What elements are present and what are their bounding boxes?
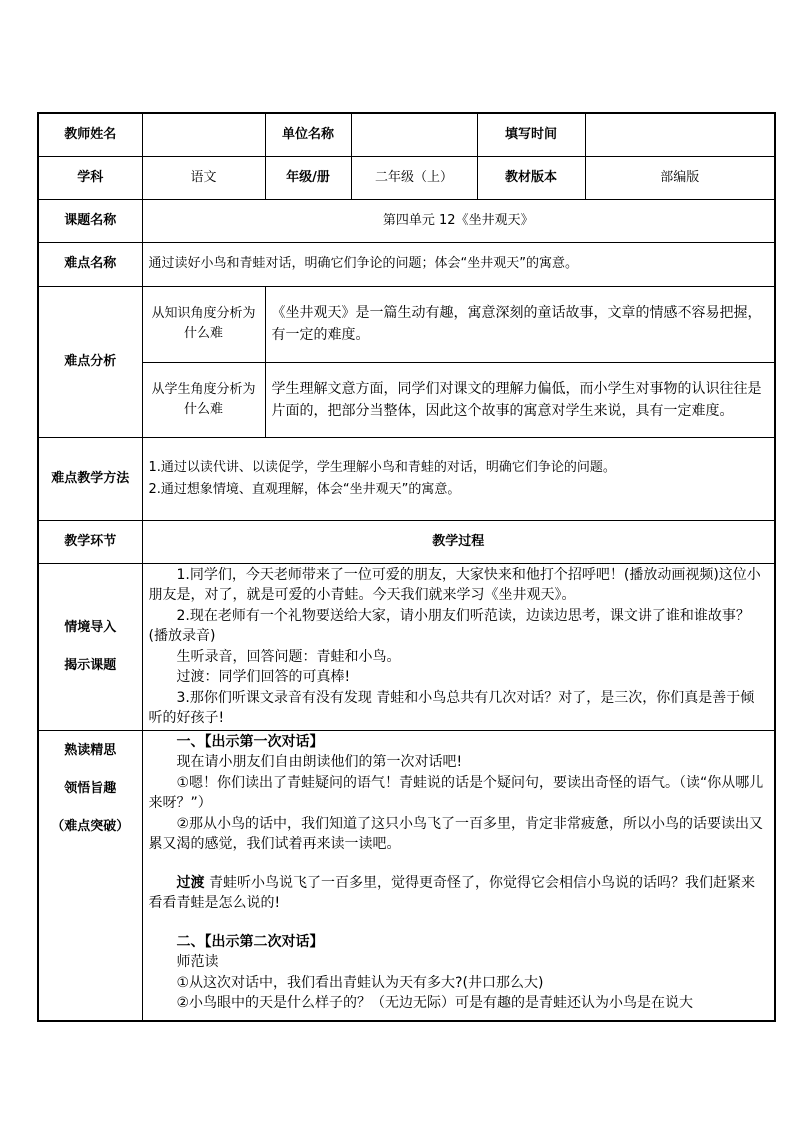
stage1-paragraph: 过渡：同学们回答的可真棒! [176, 669, 351, 685]
stage2-cell [38, 730, 142, 1021]
lesson-value: 第四单元 12《坐井观天》 [142, 199, 775, 242]
spacer [149, 855, 769, 873]
stage2-label-b: 领悟旨趣 [64, 780, 117, 796]
lesson-plan-table [37, 112, 776, 1022]
method-cell [142, 437, 775, 520]
difficulty-name-value: 通过读好小鸟和青蛙对话，明确它们争论的问题；体会“坐井观天”的寓意。 [142, 242, 775, 286]
fill-time-label: 填写时间 [477, 113, 585, 156]
dialogue-2-heading: 二、【出示第二次对话】 [176, 933, 324, 950]
stage2-paragraph: ①嗯！你们读出了青蛙疑问的语气！青蛙说的话是个疑问句，要读出奇怪的语气。（读“你从哪儿来呀？”） [148, 774, 764, 811]
stage2-paragraph: ②小鸟眼中的天是什么样子的？（无边无际）可是有趣的是青蛙还认为小鸟是在说大 [176, 995, 694, 1011]
grade-label: 年级/册 [265, 156, 351, 199]
teacher-name-field [142, 113, 265, 156]
knowledge-angle-value: 《坐井观天》是一篇生动有趣，寓意深刻的童话故事，文章的情感不容易把握，有一定的难度。 [265, 286, 775, 362]
stage2-paragraph: ①从这次对话中，我们看出青蛙认为天有多大?(井口那么大) [176, 974, 544, 991]
teaching-stage-label: 教学环节 [38, 520, 142, 563]
textbook-label: 教材版本 [477, 156, 585, 199]
transition-label: 过渡 [176, 874, 205, 891]
stage2-paragraph: ②那从小鸟的话中，我们知道了这只小鸟飞了一百多里，肯定非常疲惫，所以小鸟的话要读出又累又渴的感觉，我们试着再来读一读吧。 [148, 815, 764, 852]
method-item-2: 2.通过想象情境、直观理解，体会“坐井观天”的寓意。 [148, 481, 461, 497]
stage2-paragraph: 现在请小朋友们自由朗读他们的第一次对话吧! [176, 754, 463, 770]
student-angle-label: 从学生角度分析为什么难 [142, 362, 265, 437]
fill-time-field [585, 113, 775, 156]
teaching-process-label: 教学过程 [142, 520, 775, 563]
transition-paragraph [149, 873, 769, 914]
stage1-cell [38, 563, 142, 730]
subject-label: 学科 [38, 156, 142, 199]
difficulty-name-label: 难点名称 [38, 242, 142, 286]
stage1-process [142, 563, 775, 730]
subject-value: 语文 [142, 156, 265, 199]
stage2-label-c: （难点突破） [51, 818, 130, 834]
stage2-label-a: 熟读精思 [64, 742, 117, 758]
stage1-paragraph: 3.那你们听课文录音有没有发现 青蛙和小鸟总共有几次对话？对了，是三次，你们真是善于倾听的好孩子! [148, 689, 755, 726]
stage2-process [142, 730, 775, 1021]
dialogue-1-heading: 一、【出示第一次对话】 [176, 733, 324, 750]
stage1-paragraph: 1.同学们，今天老师带来了一位可爱的朋友，大家快来和他打个招呼吧！(播放动画视频)这位小朋友是，对了，就是可爱的小青蛙。今天我们就来学习《坐井观天》。 [148, 566, 761, 603]
stage1-label-a: 情境导入 [64, 619, 117, 635]
spacer [149, 914, 769, 932]
grade-value: 二年级（上） [351, 156, 477, 199]
transition-text: 青蛙听小鸟说飞了一百多里，觉得更奇怪了，你觉得它会相信小鸟说的话吗？我们赶紧来看看青蛙是怎么说的! [148, 874, 755, 911]
student-angle-value: 学生理解文意方面，同学们对课文的理解力偏低，而小学生对事物的认识往往是片面的，把部分当整体，因此这个故事的寓意对学生来说，具有一定难度。 [265, 362, 775, 437]
difficulty-analysis-label: 难点分析 [38, 286, 142, 437]
stage1-label-b: 揭示课题 [64, 657, 117, 673]
knowledge-angle-label: 从知识角度分析为什么难 [142, 286, 265, 362]
teacher-name-label: 教师姓名 [38, 113, 142, 156]
textbook-value: 部编版 [585, 156, 775, 199]
method-item-1: 1.通过以读代讲、以读促学，学生理解小鸟和青蛙的对话，明确它们争论的问题。 [148, 459, 616, 475]
unit-name-field [351, 113, 477, 156]
stage1-paragraph: 生听录音，回答问题：青蛙和小鸟。 [176, 648, 401, 665]
unit-name-label: 单位名称 [265, 113, 351, 156]
lesson-label: 课题名称 [38, 199, 142, 242]
stage1-paragraph: 2.现在老师有一个礼物要送给大家，请小朋友们听范读，边读边思考，课文讲了谁和谁故事？(播放录音) [148, 607, 750, 644]
stage2-paragraph: 师范读 [176, 954, 219, 970]
method-label: 难点教学方法 [38, 437, 142, 520]
